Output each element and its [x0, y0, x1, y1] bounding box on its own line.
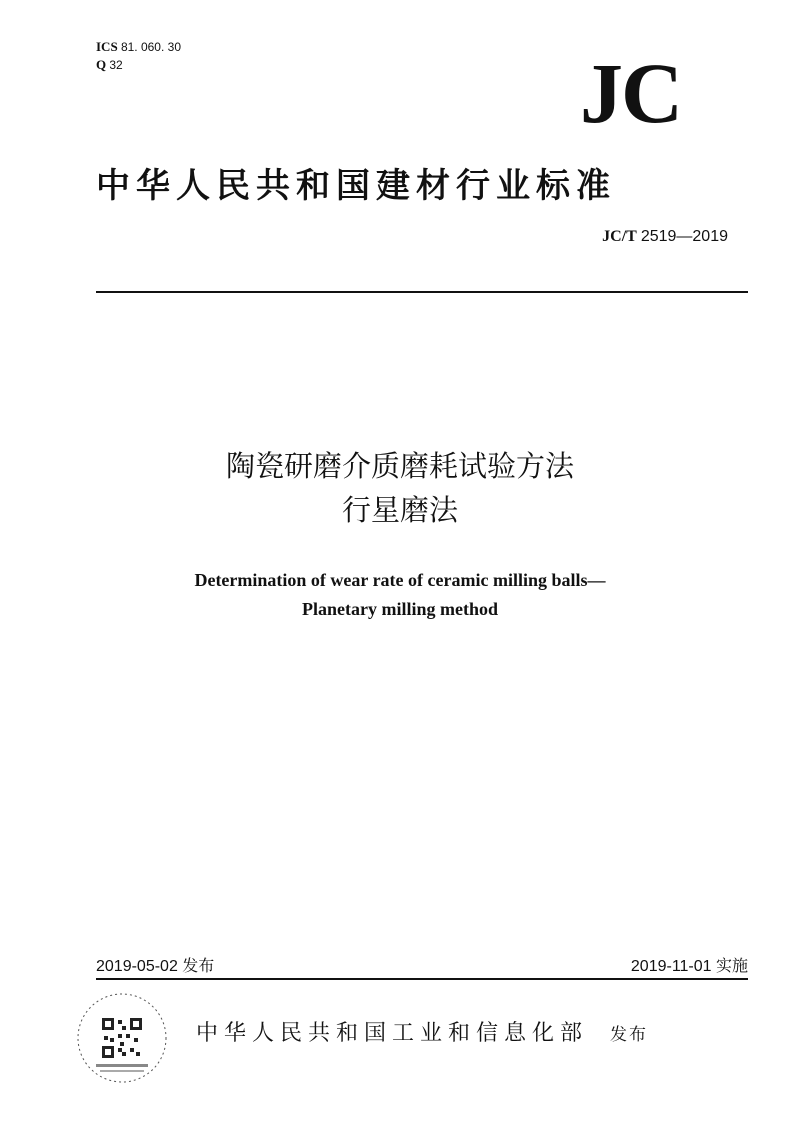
- top-divider: [96, 291, 748, 293]
- classification-codes: [96, 38, 181, 74]
- standard-code-number: 2519—2019: [640, 228, 728, 245]
- ccs-number: 32: [109, 58, 123, 72]
- anti-counterfeit-qr-stamp-icon: [74, 990, 170, 1086]
- standard-code: [602, 228, 728, 246]
- issue-date: 2019-05-02 发布: [96, 958, 215, 975]
- jc-logo: JC: [580, 45, 682, 141]
- ics-code: [96, 38, 181, 56]
- chinese-title-line2: 行星磨法: [341, 493, 458, 527]
- implement-date: 2019-11-01 实施: [630, 958, 748, 975]
- standard-category: 中华人民共和国建材行业标准: [96, 166, 616, 206]
- ccs-code: [96, 56, 181, 74]
- issuing-authority-suffix: 发布: [610, 1025, 648, 1045]
- ics-number: 81. 060. 30: [120, 40, 181, 54]
- issuing-authority: 中华人民共和国工业和信息化部: [196, 1021, 589, 1046]
- ics-prefix: ICS: [96, 39, 118, 54]
- chinese-title-line1: 陶瓷研磨介质磨耗试验方法: [225, 449, 574, 483]
- ccs-prefix: Q: [96, 57, 107, 72]
- chinese-title: [0, 444, 800, 532]
- standard-code-prefix: JC/T: [602, 228, 637, 245]
- english-title-line1: Determination of wear rate of ceramic milling balls—: [194, 570, 606, 590]
- english-title-line2: Planetary milling method: [302, 599, 498, 619]
- bottom-divider: [96, 978, 748, 980]
- english-title: [0, 566, 800, 624]
